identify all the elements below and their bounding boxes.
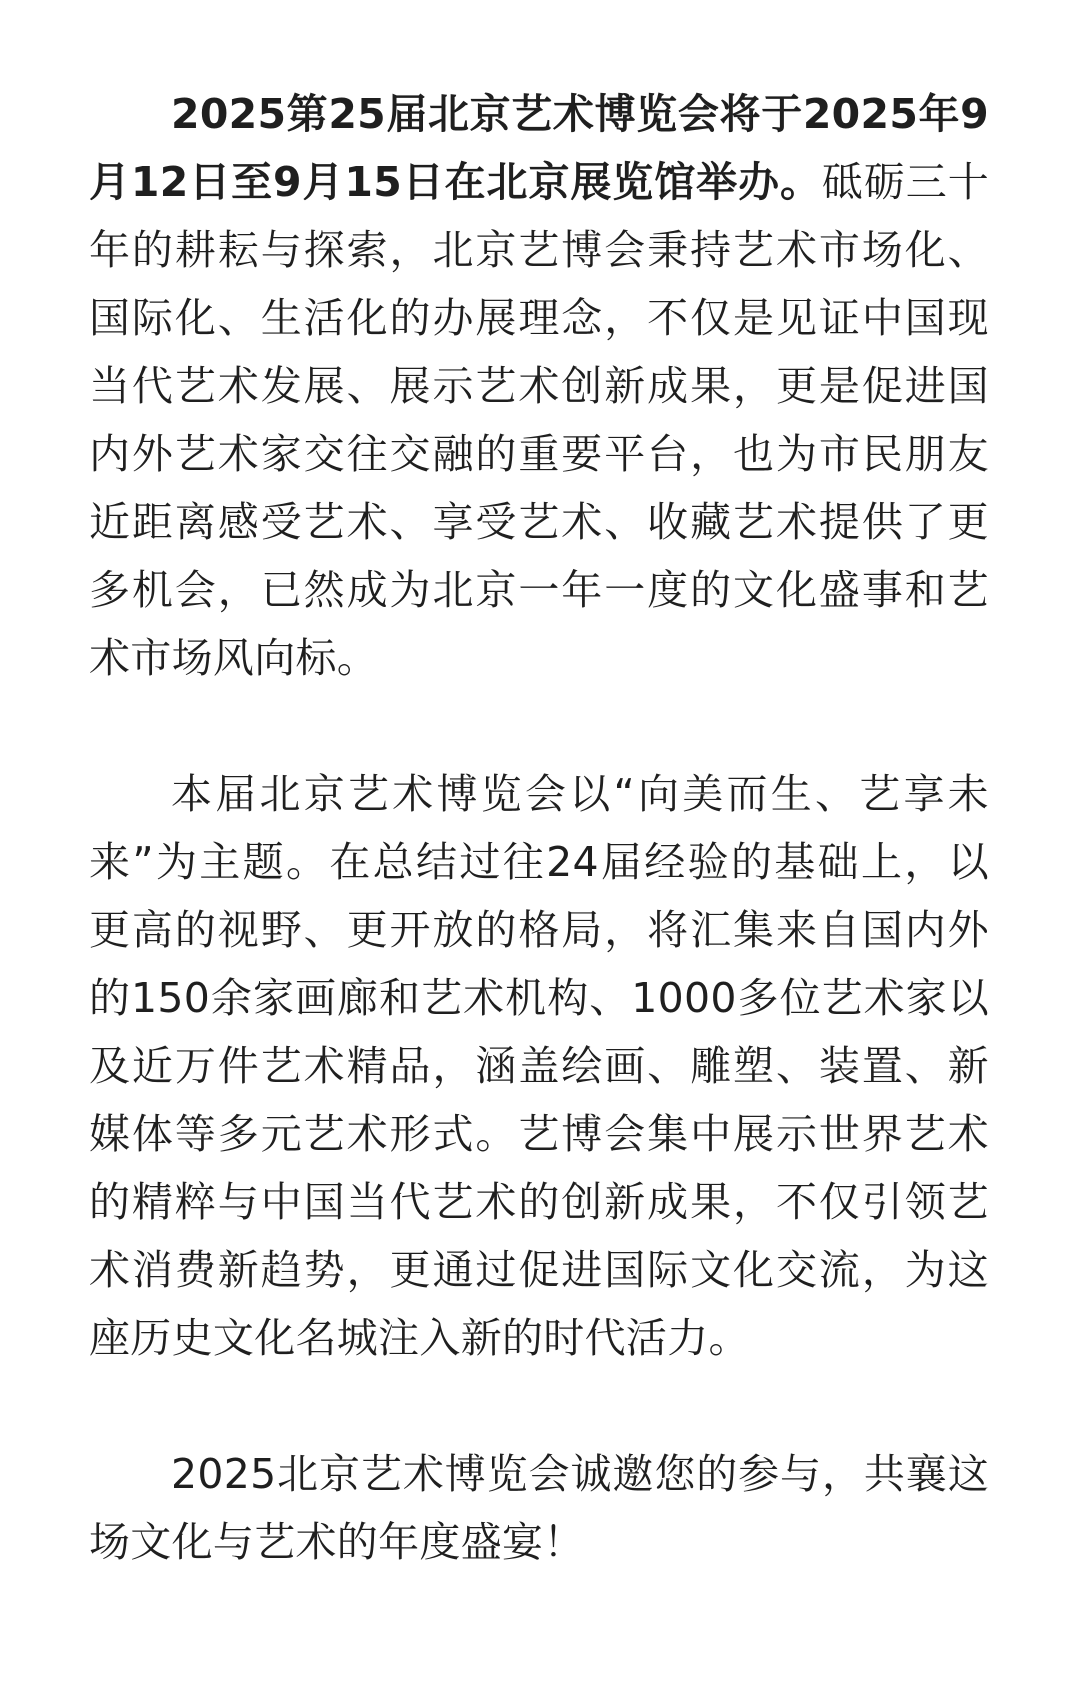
paragraph-exhibition-intro [89, 80, 989, 692]
paragraph-theme-details: 本届北京艺术博览会以“向美而生、艺享未来”为主题。在总结过往24届经验的基础上，以更高的视野、更开放的格局，将汇集来自国内外的150余家画廊和艺术机构、1000多位艺术家以及近万件艺术精品，涵盖绘画、雕塑、装置、新媒体等多元艺术形式。艺博会集中展示世界艺术的精粹与中国当代艺术的创新成果，不仅引领艺术消费新趋势，更通过促进国际文化交流，为这座历史文化名城注入新的时代活力。 [89, 770, 989, 1362]
paragraph-invitation: 2025北京艺术博览会诚邀您的参与，共襄这场文化与艺术的年度盛宴！ [89, 1450, 989, 1566]
paragraph-lead-bold: 2025第25届北京艺术博览会将于2025年9月12日至9月15日在北京展览馆举办。 [89, 90, 989, 206]
article-body [89, 80, 989, 1576]
paragraph-intro-body: 砥砺三十年的耕耘与探索，北京艺博会秉持艺术市场化、国际化、生活化的办展理念，不仅是见证中国现当代艺术发展、展示艺术创新成果，更是促进国内外艺术家交往交融的重要平台，也为市民朋友近距离感受艺术、享受艺术、收藏艺术提供了更多机会，已然成为北京一年一度的文化盛事和艺术市场风向标。 [89, 158, 990, 682]
